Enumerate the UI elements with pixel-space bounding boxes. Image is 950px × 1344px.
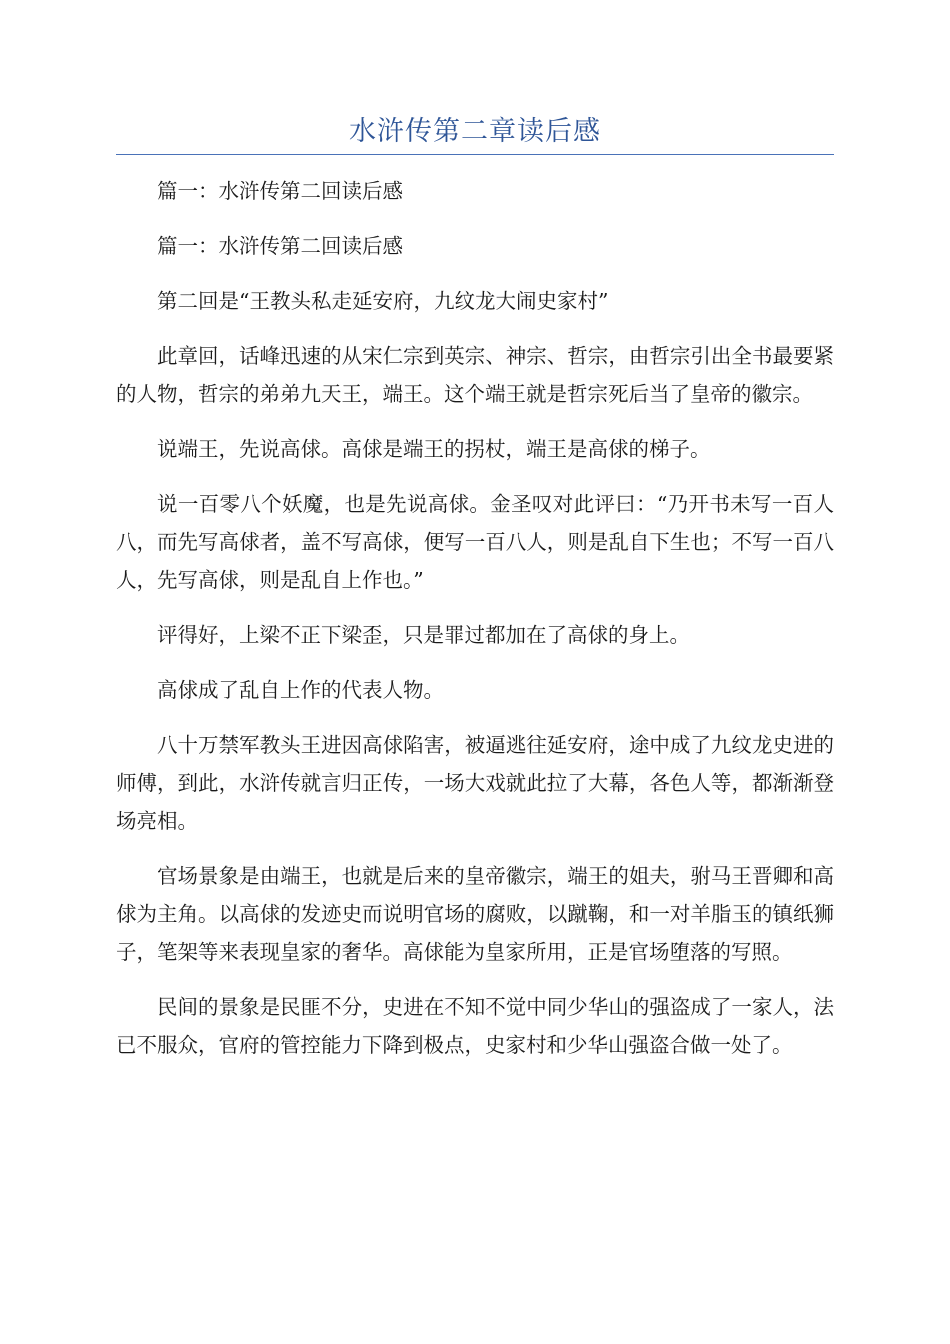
- paragraph: 民间的景象是民匪不分，史进在不知不觉中同少华山的强盗成了一家人，法已不服众，官府的管控能力下降到极点，史家村和少华山强盗合做一处了。: [116, 995, 834, 1057]
- document-title: 水浒传第二章读后感: [349, 116, 601, 147]
- document-body: [116, 172, 834, 1081]
- paragraph: 官场景象是由端王，也就是后来的皇帝徽宗，端王的姐夫，驸马王晋卿和高俅为主角。以高俅的发迹史而说明官场的腐败，以蹴鞠，和一对羊脂玉的镇纸狮子，笔架等来表现皇家的奢华。高俅能为皇家所用，正是官场堕落的写照。: [116, 864, 834, 964]
- title-underline: [116, 154, 834, 155]
- paragraph: 篇一：水浒传第二回读后感: [157, 179, 403, 203]
- paragraph: 第二回是“王教头私走延安府，九纹龙大闹史家村”: [157, 289, 609, 313]
- paragraph: 评得好，上梁不正下梁歪，只是罪过都加在了高俅的身上。: [157, 623, 690, 647]
- paragraph: 高俅成了乱自上作的代表人物。: [157, 678, 444, 702]
- paragraph: 说端王，先说高俅。高俅是端王的拐杖，端王是高俅的梯子。: [157, 437, 711, 461]
- paragraph: 说一百零八个妖魔，也是先说高俅。金圣叹对此评曰：“乃开书未写一百人八，而先写高俅者，盖不写高俅，便写一百八人，则是乱自下生也；不写一百八人，先写高俅，则是乱自上作也。”: [116, 492, 834, 592]
- paragraph: 八十万禁军教头王进因高俅陷害，被逼逃往延安府，途中成了九纹龙史进的师傅，到此，水浒传就言归正传，一场大戏就此拉了大幕，各色人等，都渐渐登场亮相。: [116, 733, 834, 833]
- paragraph: 篇一：水浒传第二回读后感: [157, 234, 403, 258]
- paragraph: 此章回，话峰迅速的从宋仁宗到英宗、神宗、哲宗，由哲宗引出全书最要紧的人物，哲宗的弟弟九天王，端王。这个端王就是哲宗死后当了皇帝的徽宗。: [116, 344, 834, 406]
